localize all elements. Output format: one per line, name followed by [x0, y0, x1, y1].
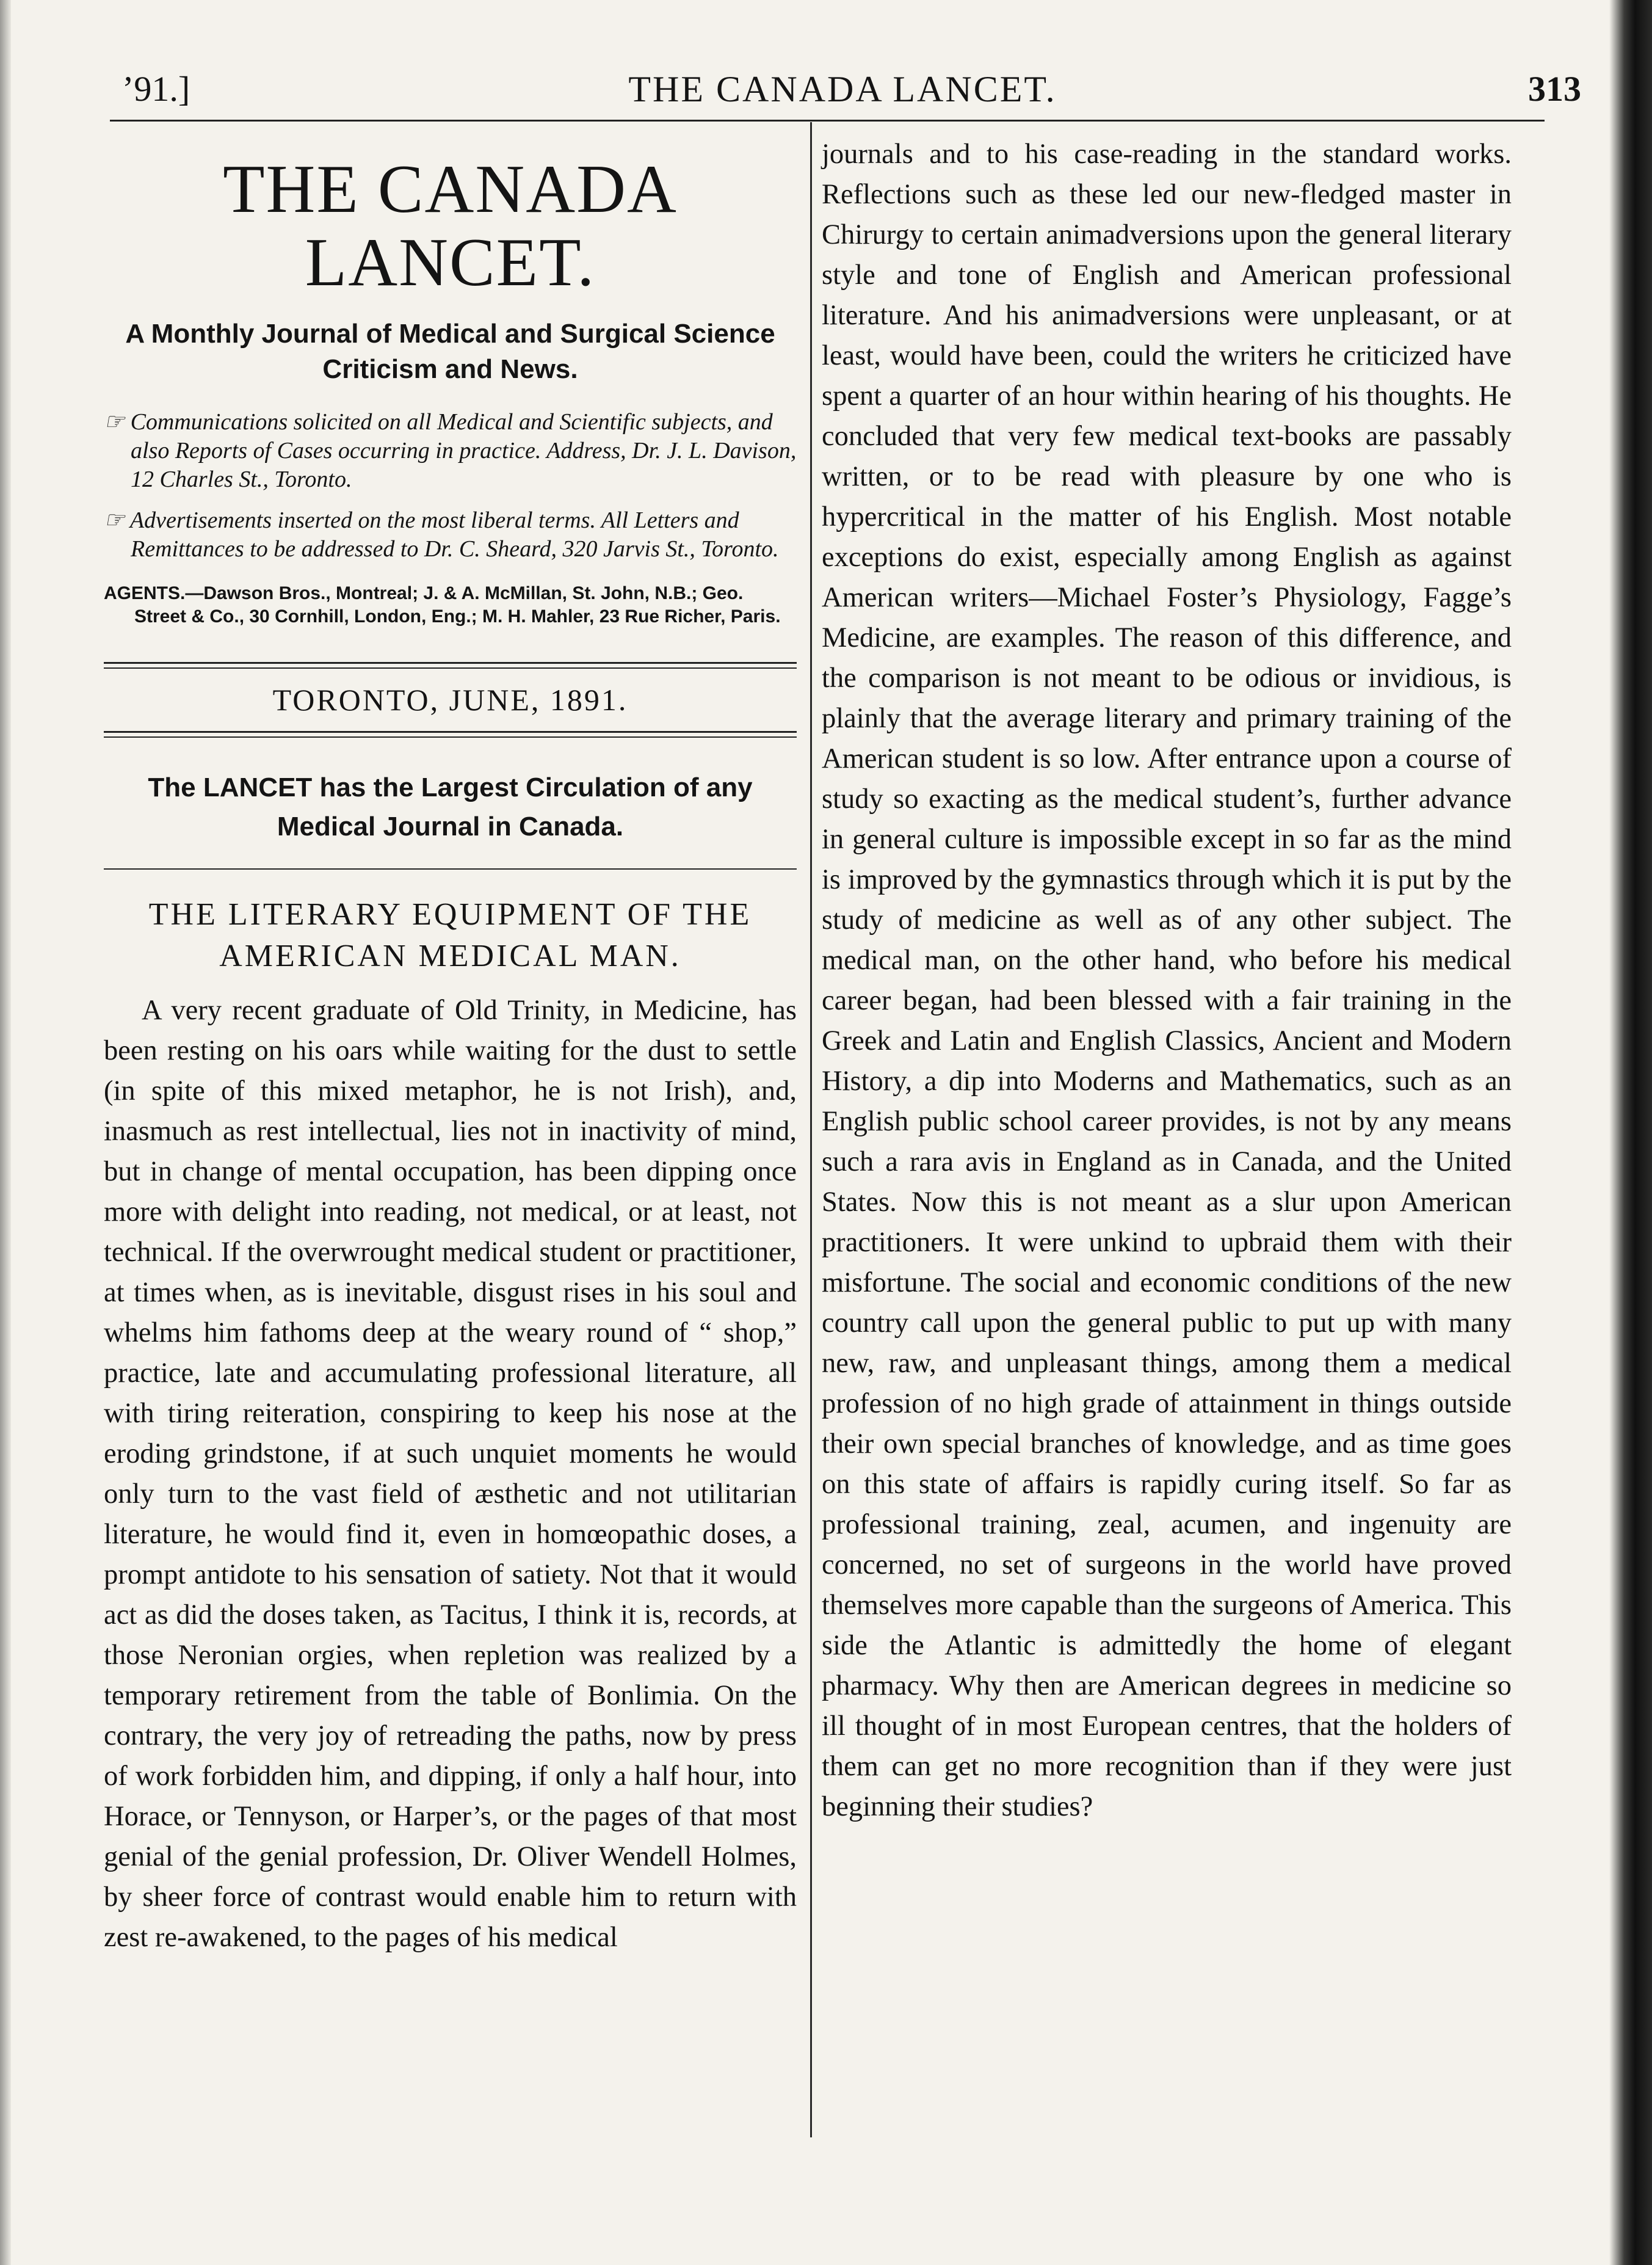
header-rule — [110, 120, 1545, 122]
right-column — [822, 134, 1512, 1827]
communications-note: ☞ Communications solicited on all Medical and Scientific subjects, and also Reports of Cases occurring in practice. Address, Dr. J. L. Davison, 12 Charles St., Toronto. — [104, 409, 797, 492]
scan-edge-right — [1609, 0, 1652, 2265]
masthead-subtitle: A Monthly Journal of Medical and Surgical Science Criticism and News. — [125, 319, 775, 384]
masthead-title: THE CANADA LANCET. — [223, 151, 678, 300]
running-head — [104, 68, 1581, 123]
article-body-right: journals and to his case-reading in the standard works. Reflections such as these led our new-fledged master in Chirurgy to certain animadversions upon the general literary style and tone of English and American professional literature. And his animadversions were unpleasant, or at least, would have been, could the writers he criticized have spent a quarter of an hour within hearing of his thoughts. He concluded that very few medical text-books are passably written, or to be read with pleasure by one who is hypercritical in the matter of his English. Most notable exceptions do exist, especially among English as against American writers—Michael Foster’s Physiology, Fagge’s Medicine, are examples. The reason of this difference, and the comparison is not meant to be odious or invidious, is plainly that the average literary and primary training of the American student is so low. After entrance upon a course of study so exacting as the medical student’s, further advance in general culture is impossible except in so far as the mind is improved by the gymnastics through which it is put by the study of medicine as well as of any other subject. The medical man, on the other hand, who before his medical career began, had been blessed with a fair training in the Greek and Latin and English Classics, Ancient and Modern History, a dip into Moderns and Mathematics, such as an English public school career provides, is not by any means such a rara avis in England as in Canada, and the United States. Now this is not meant as a slur upon American practitioners. It were unkind to upbraid them with their misfortune. The social and economic conditions of the new country call upon the general public to put up with many new, raw, and unpleasant things, among them a medical profession of no high grade of attainment in things outside their own special branches of knowledge, and as time goes on this state of affairs is rapidly curing itself. So far as professional training, zeal, acumen, and ingenuity are concerned, no set of surgeons in the world have proved themselves more capable than the surgeons of America. This side the Atlantic is admittedly the home of elegant pharmacy. Why then are American degrees in medicine so ill thought of in most European centres, that the holders of them can get no more recognition than if they were just beginning their studies? — [822, 139, 1512, 1822]
double-rule-top — [104, 662, 797, 669]
section-rule — [104, 868, 797, 870]
left-column — [104, 140, 797, 1958]
column-divider — [810, 122, 812, 2137]
article-title — [104, 894, 797, 977]
article-title-line-2: AMERICAN MEDICAL MAN. — [219, 939, 681, 973]
issue-date: TORONTO, JUNE, 1891. — [272, 683, 628, 717]
page-number: 313 — [1528, 69, 1581, 109]
scan-edge-left — [0, 0, 11, 2265]
circulation-notice: The LANCET has the Largest Circulation of any Medical Journal in Canada. — [148, 773, 753, 842]
article-body-left: A very recent graduate of Old Trinity, in Medicine, has been resting on his oars while waiting for the dust to settle (in spite of this mixed metaphor, he is not Irish), and, inasmuch as rest intellectual, lies not in inactivity of mind, but in change of mental occupation, has been dipping once more with delight into reading, not medical, or at least, not technical. If the overwrought medical student or practitioner, at times when, as is inevitable, disgust rises in his soul and whelms him fathoms deep at the weary round of “ shop,” practice, late and accumulating professional literature, all with tiring reiteration, conspiring to keep his nose at the eroding grindstone, if at such unquiet moments he would only turn to the vast field of æsthetic and not utilitarian literature, he would find it, even in homœopathic doses, a prompt antidote to his sensation of satiety. Not that it would act as did the doses taken, as Tacitus, I think it is, records, at those Neronian orgies, when repletion was realized by a temporary retirement from the table of Bonlimia. On the contrary, the very joy of retreading the paths, now by press of work forbidden him, and dipping, if only a half hour, into Horace, or Tennyson, or Harper’s, or the pages of that most genial of the genial profession, Dr. Oliver Wendell Holmes, by sheer force of contrast would enable him to return with zest re-awakened, to the pages of his medical — [104, 995, 797, 1953]
running-head-volume: ’91.] — [122, 69, 190, 109]
article-title-line-1: THE LITERARY EQUIPMENT OF THE — [148, 897, 752, 932]
running-head-title: THE CANADA LANCET. — [628, 69, 1057, 109]
agents-list: AGENTS.—Dawson Bros., Montreal; J. & A. McMillan, St. John, N.B.; Geo. Street & Co., 30 Cornhill, London, Eng.; M. H. Mahler, 23 Rue Richer, Paris. — [104, 583, 781, 627]
advertisements-note: ☞ Advertisements inserted on the most liberal terms. All Letters and Remittances to be addressed to Dr. C. Sheard, 320 Jarvis St., Toronto. — [104, 507, 779, 562]
double-rule-bottom — [104, 731, 797, 738]
